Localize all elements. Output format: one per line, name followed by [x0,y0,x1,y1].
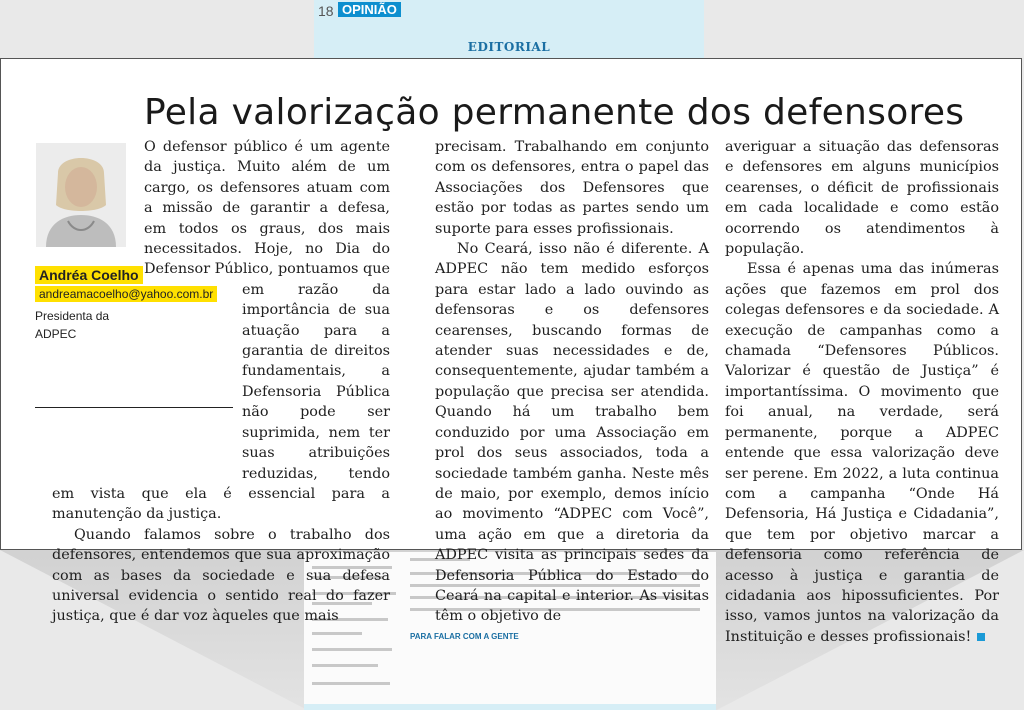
article-paragraph-4 [725,259,999,647]
newspaper-page-top [314,0,704,58]
article-paragraph-1: O defensor público é um agente da justiça. Muito além de um cargo, os defensores atuam com a missão de garantir a defesa, em todos os graus, dos mais necessitados. Hoje, no Dia do Defensor Público, pontuamos que em razão da importância de sua atuação para a garantia de direitos fundamentais, a Defensoria Pública não pode ser suprimida, nem ter suas atribuições reduzidas, tendo em vista que ela é essencial para a manutenção da justiça. [52,139,390,523]
author-name: Andréa Coelho [35,266,143,284]
section-label: OPINIÃO [338,2,401,17]
faded-text-line [312,648,392,651]
article-paragraph-2: Quando falamos sobre o trabalho dos defensores, entendemos que sua aproximação com as bases da sociedade e sua defesa universal evidencia o sentido real do fazer justiça, que é dar voz àqueles que mais [52,526,390,625]
faded-text-line [312,682,390,685]
author-role: Presidenta da ADPEC [35,309,110,341]
author-box-wrap-area [52,300,242,472]
article-paragraph-4-text: Essa é apenas uma das inúmeras ações que fazemos em prol dos colegas defensores e da sociedade. A execução de campanhas como a chamada “Defensores Públicos. Valorizar é questão de Justiça” é importantíssima. O movimento que foi anual, na verdade, será permanente, porque a ADPEC entende que essa valorização deve ser perene. Em 2022, a luta continua com a campanha “Onde Há Defensoria, Há Justiça e Cidadania”, que tem por objetivo marcar a defensoria como referência de acesso à justiça e garantia de cidadania aos hipossuficientes. Por isso, vamos juntos na valorização da Instituição e desses profissionais! [725,261,999,645]
contact-footer [410,632,710,641]
contact-heading: PARA FALAR COM A GENTE [410,632,519,641]
article-column-2 [435,137,709,627]
page-number: 18 [318,3,334,19]
faded-text-line [312,632,362,635]
article-column-1 [52,137,390,627]
end-mark-icon [977,633,985,641]
photo-wrap-area [52,137,144,300]
author-email: andreamacoelho@yahoo.com.br [35,286,217,302]
article-column-3 [725,137,999,647]
article-headline: Pela valorização permanente dos defensores [144,92,965,133]
article-paragraph-3-continued: averiguar a situação das defensoras e defensores em alguns municípios cearenses, o déficit de profissionais em cada localidade e como estão ocorrendo os atendimentos à população. [725,139,999,258]
editorial-label: EDITORIAL [467,40,551,54]
faded-text-line [312,664,378,667]
page-bottom-band [304,704,716,710]
article-paragraph-2-continued: precisam. Trabalhando em conjunto com os defensores, entra o papel das Associações dos Defensores que estão por todas as partes sendo um suporte para esses profissionais. [435,139,709,237]
article-paragraph-3: No Ceará, isso não é diferente. A ADPEC não tem medido esforços para estar lado a lado ouvindo as defensoras e os defensores cearenses, buscando formas de atender suas necessidades e de, consequentemente, ajudar também a população que precisa ser atendida. Quando há um trabalho bem conduzido por uma Associação em prol dos seus associados, toda a sociedade também ganha. Neste mês de maio, por exemplo, demos início ao movimento “ADPEC com Você”, uma ação em que a diretoria da ADPEC visita as principais sedes da Defensoria Pública do Estado do Ceará na capital e interior. As visitas têm o objetivo de [435,241,709,625]
